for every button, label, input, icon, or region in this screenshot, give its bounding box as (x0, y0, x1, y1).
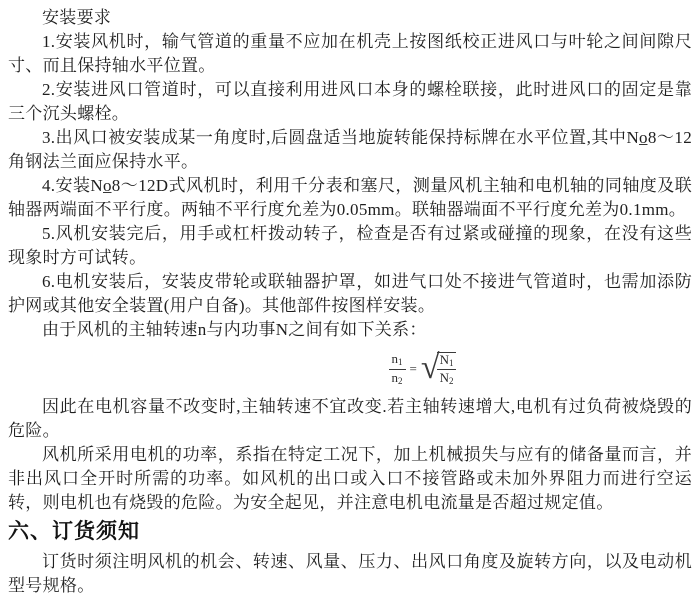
motor-capacity-note: 因此在电机容量不改变时,主轴转速不宜改变.若主轴转速增大,电机有过负荷被烧毁的危险。 (8, 397, 692, 440)
install-item-6: 6.电机安装后，安装皮带轮或联轴器护罩，如进气口处不接进气管道时，也需加添防护网或其他安全装置(用户自备)。其他部件按图样安装。 (8, 272, 692, 315)
formula-lhs-numerator: $n_1$ (389, 352, 406, 369)
install-item-3: 3.出风口被安装成某一角度时,后圆盘适当地旋转能保持标牌在水平位置,其中No̲8～12角钢法兰面应保持水平。 (8, 128, 692, 171)
formula-rhs-numerator: $N_1$ (437, 352, 457, 370)
radical-sign: √ (420, 348, 440, 386)
formula-rhs-denominator: $N_2$ (439, 370, 454, 386)
section-title-installation: 安装要求 (42, 8, 112, 27)
speed-power-formula (389, 348, 457, 387)
install-item-1: 1.安装风机时，输气管道的重量不应加在机壳上按图纸校正进风口与叶轮之间间隙尺寸、而且保持轴水平位置。 (8, 32, 692, 75)
install-item-2: 2.安装进风口管道时，可以直接利用进风口本身的螺栓联接，此时进风口的固定是靠三个沉头螺栓。 (8, 80, 692, 123)
install-item-5: 5.风机安装完后，用手或杠杆拨动转子，检查是否有过紧或碰撞的现象，在没有这些现象时方可试转。 (8, 224, 692, 267)
install-item-4: 4.安装No̲8～12D式风机时，利用千分表和塞尺，测量风机主轴和电机轴的同轴度及联轴器两端面不平行度。两轴不平行度允差为0.05mm。联轴器端面不平行度允差为0.1mm。 (8, 176, 692, 219)
section-heading-ordering: 六、订货须知 (8, 520, 140, 543)
formula-intro: 由于风机的主轴转速n与内功事N之间有如下关系： (42, 320, 427, 339)
formula-row (8, 347, 692, 391)
equals-sign: = (409, 361, 417, 376)
motor-power-note: 风机所采用电机的功率，系指在特定工况下，加上机械损失与应有的储备量而言，并非出风口全开时所需的功率。如风机的出口或入口不接管路或未加外界阻力而进行空运转，则电机也有烧毁的危险。为安全起见，并注意电机电流量是否超过规定值。 (8, 445, 692, 512)
formula-radical (420, 348, 457, 387)
ordering-instructions: 订货时须注明风机的机会、转速、风量、压力、出风口角度及旋转方向，以及电动机型号规格。 (8, 552, 692, 595)
formula-lhs-denominator: $n_2$ (391, 369, 403, 386)
formula-lhs-fraction (389, 352, 406, 386)
